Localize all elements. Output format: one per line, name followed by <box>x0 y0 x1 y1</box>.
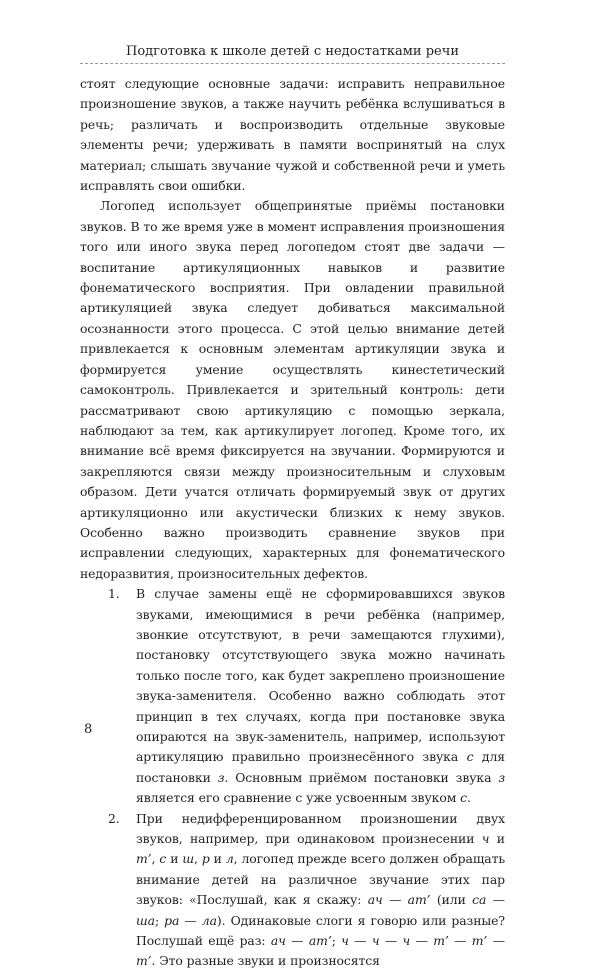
text-run: . Основным приёмом постановки звука <box>224 769 499 785</box>
text-run: В случае замены ещё не сформировавшихся звуков звуками, имеющимися в речи ребёнка (например, звонкие отсутствуют, в речи замещаются глухими), постановку отсутствующего звука можно начинать только после того, как будет закреплено произношение звука-заменителя. Особенно важно соблюдать этот принцип в тех случаях, когда при постановке звука опираются на звук-заменитель, например, используют артикуляцию правильно произнесённого звука <box>136 586 505 765</box>
text-run: , <box>151 851 160 867</box>
text-run: (или <box>430 892 473 908</box>
text-run: ; <box>331 933 342 949</box>
running-header: Подготовка к школе детей с недостатками речи <box>126 44 459 59</box>
text-run: является его сравнение с уже усвоенным звуком <box>136 790 461 806</box>
sound-symbol: са — ша <box>136 892 505 928</box>
list-item-text <box>136 809 505 972</box>
text-run: . Это разные звуки и произносятся <box>151 953 380 969</box>
text-run: , <box>194 851 202 867</box>
sound-symbol: т’ <box>136 851 152 867</box>
page-number: 8 <box>84 722 93 737</box>
text-run: При недифференцированном произношении двух звуков, например, при одинаковом произнесении <box>136 810 505 847</box>
sound-symbol: с <box>159 851 167 867</box>
sound-symbol: з <box>217 769 225 785</box>
paragraph-continuation: стоят следующие основные задачи: исправить неправильное произношение звуков, а также научить ребёнка вслушиваться в речь; различать и воспроизводить отдельные звуковые элементы речи; удерживать в памяти воспринятый на слух материал; слышать звучание чужой и собственной речи и уметь исправлять свои ошибки. <box>80 76 505 194</box>
sound-symbol: л <box>225 851 234 867</box>
text-run: . <box>467 790 471 806</box>
sound-symbol: ш <box>182 851 195 867</box>
text-run: , логопед прежде всего должен обращать внимание детей на различное звучание этих пар звуков: «Послушай, как я скажу: <box>136 851 506 908</box>
text-run: и <box>489 831 505 847</box>
sound-symbol: ач — ат’ <box>270 933 332 949</box>
list-item-text <box>136 584 505 808</box>
sound-symbol: р <box>201 851 210 867</box>
sound-symbol: ч <box>481 831 490 847</box>
sound-symbol: ач — ат’ <box>367 892 431 908</box>
body-text <box>80 74 505 972</box>
sound-symbol: с <box>460 790 467 806</box>
sound-symbol: ч — ч — ч — т’ — т’ — т’ <box>136 933 505 969</box>
list-item-1 <box>80 584 505 808</box>
paragraph-methods: Логопед использует общепринятые приёмы постановки звуков. В то же время уже в момент исправления произношения того или иного звука перед логопедом стоят две задачи — воспитание артикуляционных навыков и развитие фонематического восприятия. При овладении правильной артикуляцией звука следует добиваться максимальной осознанности этого процесса. С этой целью внимание детей привлекается к основным элементам артикуляции звука и формируется умение осуществлять кинестетический самоконтроль. Привлекается и зрительный контроль: дети рассматривают свою артикуляцию с помощью зеркала, наблюдают за тем, как артикулирует логопед. Кроме того, их внимание всё время фиксируется на звучании. Формируются и закрепляются связи между произносительным и слуховым образом. Дети учатся отличать формируемый звук от других артикуляционно или акустически близких к нему звуков. Особенно важно производить сравнение звуков при исправлении следующих, характерных для фонематического недоразвития, произносительных дефектов. <box>80 198 505 581</box>
list-item-2 <box>80 809 505 972</box>
header-divider <box>80 63 505 64</box>
sound-symbol: з <box>498 769 506 785</box>
list-number: 1. <box>108 586 120 602</box>
text-run: ; <box>154 912 165 928</box>
text-run: и <box>209 851 226 867</box>
sound-symbol: ра — ла <box>164 912 217 928</box>
text-run: для постановки <box>136 749 505 785</box>
text-run: и <box>166 851 183 867</box>
list-number: 2. <box>108 810 120 826</box>
text-run: ). Одинаковые слоги я говорю или разные? Послушай ещё раз: <box>136 912 505 949</box>
sound-symbol: с <box>466 749 474 765</box>
